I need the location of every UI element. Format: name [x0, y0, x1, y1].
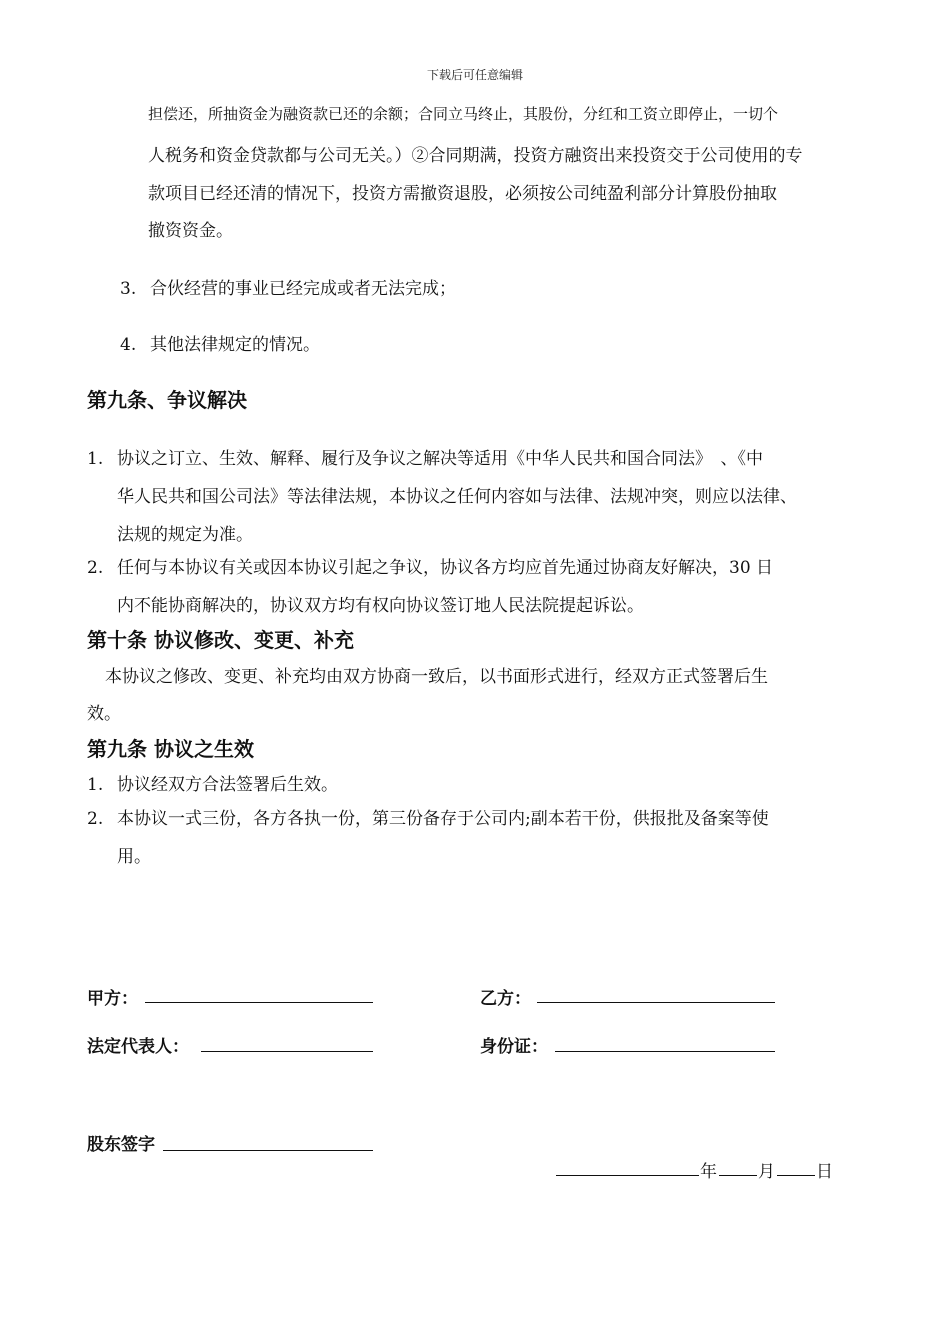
list-number: 2.	[87, 558, 104, 578]
shareholder-signature-label: 股东签字	[87, 1135, 155, 1155]
section-9-item-1-line-2: 华人民共和国公司法》等法律法规，本协议之任何内容如与法律、法规冲突，则应以法律、	[117, 487, 797, 507]
section-effect-item-1	[87, 770, 338, 795]
intro-line-3: 款项目已经还清的情况下，投资方需撤资退股，必须按公司纯盈利部分计算股份抽取	[148, 184, 777, 204]
section-10-title: 第十条 协议修改、变更、补充	[87, 628, 354, 652]
section-effect-item-2-line-2: 用。	[117, 847, 151, 867]
list-text: 协议之订立、生效、解释、履行及争议之解决等适用《中华人民共和国合同法》 、《中	[117, 449, 763, 469]
shareholder-signature-line[interactable]	[163, 1150, 373, 1151]
section-10-line-1: 本协议之修改、变更、补充均由双方协商一致后，以书面形式进行，经双方正式签署后生	[105, 667, 768, 687]
section-effect-item-2-line-1	[87, 804, 769, 829]
list-number: 4.	[120, 335, 137, 355]
party-b-label: 乙方：	[480, 989, 531, 1009]
legal-representative-line[interactable]	[201, 1051, 373, 1052]
section-9-item-1-line-1	[87, 444, 763, 469]
date-day-line[interactable]	[777, 1175, 815, 1176]
section-9-title: 第九条、争议解决	[87, 388, 247, 412]
section-9-item-1-line-3: 法规的规定为准。	[117, 525, 253, 545]
list-number: 3.	[120, 279, 137, 299]
id-card-label: 身份证：	[480, 1037, 548, 1057]
list-number: 1.	[87, 449, 104, 469]
year-label: 年	[700, 1162, 717, 1182]
date-month-line[interactable]	[719, 1175, 757, 1176]
day-label: 日	[816, 1162, 833, 1182]
list-item-4	[120, 330, 320, 355]
party-b-signature-line[interactable]	[537, 1002, 775, 1003]
page-header-note: 下载后可任意编辑	[426, 68, 523, 82]
list-text: 其他法律规定的情况。	[150, 335, 320, 355]
section-9-item-2-line-1	[87, 553, 773, 578]
legal-representative-label: 法定代表人：	[87, 1037, 189, 1057]
intro-line-4: 撤资资金。	[148, 221, 233, 241]
id-card-line[interactable]	[555, 1051, 775, 1052]
list-text: 协议经双方合法签署后生效。	[117, 775, 338, 795]
party-a-label: 甲方：	[87, 989, 138, 1009]
list-text: 任何与本协议有关或因本协议引起之争议，协议各方均应首先通过协商友好解决，30 日	[117, 558, 774, 578]
list-number: 1.	[87, 775, 104, 795]
section-effect-title: 第九条 协议之生效	[87, 737, 254, 761]
list-number: 2.	[87, 809, 104, 829]
section-9-item-2-line-2: 内不能协商解决的，协议双方均有权向协议签订地人民法院提起诉讼。	[117, 596, 644, 616]
date-year-line[interactable]	[556, 1175, 699, 1176]
list-text: 本协议一式三份，各方各执一份，第三份备存于公司内;副本若干份，供报批及备案等使	[117, 809, 769, 829]
intro-line-2: 人税务和资金贷款都与公司无关。）②合同期满，投资方融资出来投资交于公司使用的专	[148, 146, 803, 166]
intro-line-1: 担偿还，所抽资金为融资款已还的余额；合同立马终止，其股份，分红和工资立即停止，一切个	[148, 105, 779, 123]
section-10-line-2: 效。	[87, 704, 121, 724]
list-item-3	[120, 274, 456, 299]
month-label: 月	[758, 1162, 775, 1182]
party-a-signature-line[interactable]	[145, 1002, 373, 1003]
list-text: 合伙经营的事业已经完成或者无法完成；	[150, 279, 456, 299]
